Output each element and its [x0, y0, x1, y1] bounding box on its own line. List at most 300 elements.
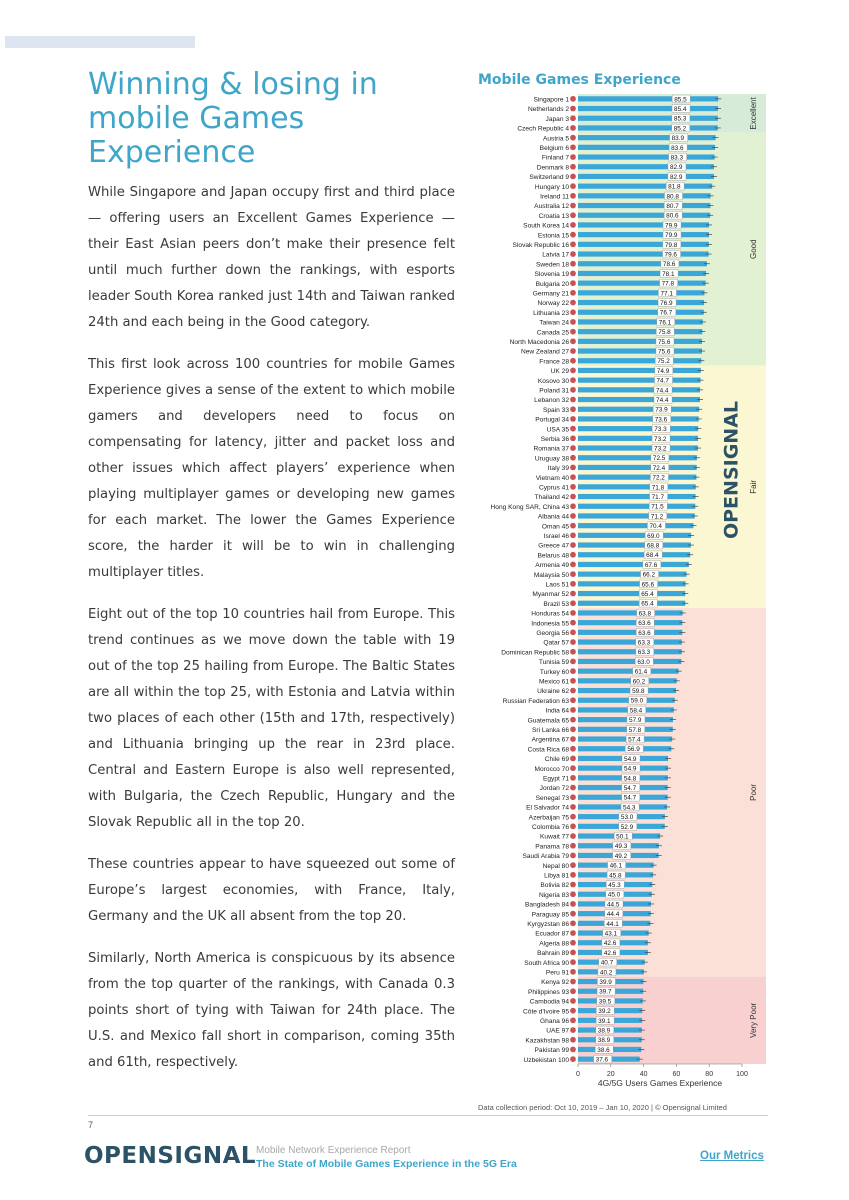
flag-icon — [570, 843, 576, 849]
country-label: New Zealand 27 — [520, 348, 569, 356]
flag-icon — [570, 445, 576, 451]
flag-icon — [570, 649, 576, 655]
value-label: 39.2 — [598, 1008, 611, 1016]
bar — [578, 552, 690, 560]
country-label: Malaysia 50 — [533, 571, 569, 579]
country-label: Libya 81 — [544, 872, 569, 880]
value-label: 73.3 — [654, 426, 667, 434]
country-label: Guatemala 65 — [527, 717, 569, 725]
value-label: 54.9 — [624, 755, 637, 763]
value-label: 38.9 — [597, 1027, 611, 1035]
value-label: 59.8 — [632, 687, 645, 695]
flag-icon — [570, 581, 576, 587]
flag-icon — [570, 319, 576, 325]
flag-icon — [570, 901, 576, 907]
bar — [578, 164, 714, 172]
value-label: 40.7 — [600, 959, 614, 967]
value-label: 54.9 — [624, 765, 637, 773]
flag-icon — [570, 959, 576, 965]
flag-icon — [570, 455, 576, 461]
flag-icon — [570, 493, 576, 499]
flag-icon — [570, 794, 576, 800]
country-label: Ecuador 87 — [535, 930, 569, 938]
country-label: Senegal 73 — [535, 794, 569, 802]
value-label: 39.5 — [598, 998, 612, 1006]
flag-icon — [570, 862, 576, 868]
page-title: Winning & losing in mobile Games Experience — [88, 67, 378, 170]
header-accent-bar — [5, 36, 195, 48]
bar — [578, 368, 701, 373]
bar — [578, 465, 697, 470]
value-label: 85.4 — [674, 105, 687, 113]
country-label: Ukraine 62 — [537, 688, 569, 696]
country-label: Portugal 34 — [535, 416, 569, 424]
bar — [578, 300, 704, 305]
flag-icon — [570, 600, 576, 606]
country-label: Hong Kong SAR, China 43 — [490, 503, 569, 511]
bar — [578, 504, 695, 509]
value-label: 38.9 — [597, 1037, 611, 1045]
country-label: France 28 — [539, 358, 569, 366]
country-label: Philippines 93 — [527, 988, 569, 996]
flag-icon — [570, 814, 576, 820]
bar — [578, 397, 700, 402]
flag-icon — [570, 804, 576, 810]
value-label: 72.2 — [652, 474, 665, 482]
flag-icon — [570, 299, 576, 305]
country-label: Ghana 96 — [540, 1017, 569, 1025]
country-label: Taiwan 24 — [539, 319, 569, 327]
bar — [578, 746, 671, 754]
value-label: 58.4 — [629, 707, 643, 715]
flag-icon — [570, 212, 576, 218]
country-label: Uruguay 38 — [534, 455, 569, 463]
value-label: 39.7 — [599, 988, 612, 996]
country-label: Algeria 88 — [539, 940, 569, 948]
country-label: Costa Rica 68 — [527, 746, 569, 754]
country-label: Hungary 10 — [534, 183, 569, 191]
flag-icon — [570, 590, 576, 596]
flag-icon — [570, 775, 576, 781]
value-label: 63.3 — [637, 649, 651, 657]
value-label: 63.3 — [637, 639, 651, 647]
flag-icon — [570, 183, 576, 189]
value-label: 45.0 — [607, 891, 621, 899]
bar — [578, 601, 685, 606]
country-label: Brazil 53 — [543, 600, 569, 608]
bar — [578, 242, 709, 247]
x-tick-label: 60 — [672, 1071, 681, 1078]
value-label: 63.0 — [637, 658, 650, 666]
value-label: 74.7 — [656, 377, 669, 385]
country-label: Honduras 54 — [531, 610, 569, 618]
flag-icon — [570, 891, 576, 897]
country-label: Serbia 36 — [540, 435, 569, 443]
value-label: 71.2 — [650, 513, 664, 521]
flag-icon — [570, 280, 576, 286]
flag-icon — [570, 1056, 576, 1062]
value-label: 42.6 — [603, 949, 617, 957]
country-label: Egypt 71 — [542, 775, 569, 783]
x-tick-label: 20 — [606, 1071, 615, 1078]
value-label: 71.5 — [651, 503, 664, 511]
flag-icon — [570, 270, 576, 276]
value-label: 85.5 — [674, 96, 687, 104]
value-label: 73.2 — [654, 445, 667, 453]
value-label: 81.8 — [668, 183, 681, 191]
bar — [578, 494, 696, 499]
value-label: 50.1 — [616, 833, 629, 841]
flag-icon — [570, 358, 576, 364]
country-label: Norway 22 — [537, 300, 569, 308]
flag-icon — [570, 949, 576, 955]
value-label: 70.4 — [649, 523, 662, 531]
flag-icon — [570, 377, 576, 383]
value-label: 42.6 — [603, 940, 617, 948]
opensignal-logo: OPENSIGNAL — [84, 1143, 257, 1169]
bar — [578, 523, 693, 531]
category-label: Good — [749, 239, 759, 259]
country-label: Uzbekistan 100 — [523, 1056, 569, 1064]
value-label: 76.9 — [660, 299, 673, 307]
flag-icon — [570, 135, 576, 141]
country-label: Belarus 48 — [537, 552, 569, 560]
country-label: Georgia 56 — [536, 629, 569, 637]
country-label: Colombia 76 — [531, 823, 569, 831]
country-label: Netherlands 2 — [527, 106, 569, 114]
bar — [578, 116, 718, 121]
value-label: 74.9 — [656, 367, 670, 375]
country-label: Tunisia 59 — [538, 659, 569, 667]
bar — [578, 610, 683, 618]
flag-icon — [570, 978, 576, 984]
bar — [578, 271, 706, 276]
flag-icon — [570, 387, 576, 393]
flag-icon — [570, 1008, 576, 1014]
bar — [578, 203, 710, 208]
value-label: 85.3 — [673, 115, 687, 123]
country-label: Germany 21 — [532, 290, 569, 298]
country-label: Peru 91 — [545, 969, 569, 977]
flag-icon — [570, 629, 576, 635]
country-label: Indonesia 55 — [531, 620, 569, 628]
chart-watermark: OPENSIGNAL — [720, 400, 743, 540]
country-label: Laos 51 — [545, 581, 569, 589]
value-label: 63.6 — [638, 629, 651, 637]
country-label: Oman 45 — [541, 523, 569, 531]
flag-icon — [570, 105, 576, 111]
value-label: 57.4 — [628, 736, 641, 744]
value-label: 63.6 — [638, 620, 651, 628]
flag-icon — [570, 736, 576, 742]
country-label: Myanmar 52 — [532, 591, 569, 599]
games-experience-chart — [470, 90, 770, 1100]
x-tick-label: 0 — [576, 1071, 580, 1078]
value-label: 80.7 — [666, 202, 679, 210]
value-label: 73.9 — [655, 406, 668, 414]
country-label: Nepal 80 — [542, 862, 569, 870]
flag-icon — [570, 503, 576, 509]
country-label: South Korea 14 — [523, 222, 569, 230]
flag-icon — [570, 726, 576, 732]
footer-subtitle: Mobile Network Experience Report — [256, 1145, 411, 1156]
bar — [578, 387, 700, 395]
bar — [578, 329, 702, 337]
country-label: Paraguay 85 — [531, 911, 569, 919]
country-label: Sweden 18 — [536, 261, 569, 269]
bar — [578, 339, 702, 344]
x-tick-label: 40 — [639, 1071, 648, 1078]
value-label: 72.4 — [652, 464, 666, 472]
country-label: Belgium 6 — [539, 144, 569, 152]
country-label: Estonia 15 — [537, 232, 569, 240]
bar — [578, 251, 709, 259]
flag-icon — [570, 1027, 576, 1033]
bar — [578, 378, 701, 383]
bar — [578, 455, 697, 463]
value-label: 59.0 — [630, 697, 644, 705]
value-label: 54.8 — [623, 775, 637, 783]
value-label: 39.1 — [598, 1017, 611, 1025]
category-label: Very Poor — [749, 1002, 759, 1038]
flag-icon — [570, 852, 576, 858]
bar — [578, 620, 682, 628]
flag-icon — [570, 911, 576, 917]
value-label: 39.9 — [599, 978, 612, 986]
flag-icon — [570, 193, 576, 199]
flag-icon — [570, 881, 576, 887]
country-label: UK 29 — [550, 368, 569, 376]
flag-icon — [570, 348, 576, 354]
bar — [578, 678, 677, 686]
flag-icon — [570, 658, 576, 664]
value-label: 60.2 — [632, 678, 646, 686]
bar — [578, 213, 710, 218]
value-label: 78.1 — [662, 270, 675, 278]
flag-icon — [570, 765, 576, 771]
flag-icon — [570, 1046, 576, 1052]
country-label: Latvia 17 — [542, 251, 569, 259]
country-label: Armenia 49 — [535, 562, 569, 570]
flag-icon — [570, 115, 576, 121]
value-label: 43.1 — [604, 930, 618, 938]
value-label: 40.2 — [599, 969, 613, 977]
value-label: 69.0 — [647, 532, 660, 540]
country-label: Canada 25 — [536, 329, 569, 337]
value-label: 65.6 — [641, 581, 655, 589]
country-label: Côte d'Ivoire 95 — [523, 1008, 569, 1016]
bar — [578, 145, 715, 150]
country-label: Bolivia 82 — [540, 882, 569, 890]
paragraph-3: Eight out of the top 10 countries hail from Europe. This trend continues as we move down the table with 19 out of the top 25 hailing from Europe. The Baltic States are all within the top 25, with Estonia and Latvia within two places of each other (15th and 17th, respectively) and Lithuania bringing up the rear in 23rd place. Central and Eastern Europe is also well represented, with Bulgaria, the Czech Republic, Hungary and the Slovak Republic all in the top 20. — [88, 607, 455, 830]
flag-icon — [570, 416, 576, 422]
bar — [578, 426, 698, 434]
flag-icon — [570, 542, 576, 548]
flag-icon — [570, 144, 576, 150]
flag-icon — [570, 523, 576, 529]
value-label: 82.9 — [669, 164, 683, 172]
value-label: 73.2 — [654, 435, 667, 443]
bar — [578, 475, 696, 480]
value-label: 74.4 — [656, 387, 669, 395]
flag-icon — [570, 164, 576, 170]
value-label: 66.2 — [642, 571, 656, 579]
x-tick-label: 80 — [705, 1071, 714, 1078]
flag-icon — [570, 484, 576, 490]
country-label: Russian Federation 63 — [502, 697, 569, 705]
footer-divider — [88, 1115, 768, 1116]
value-label: 53.0 — [620, 814, 634, 822]
country-label: Saudi Arabia 79 — [522, 853, 569, 861]
flag-icon — [570, 202, 576, 208]
flag-icon — [570, 610, 576, 616]
country-label: Jordan 72 — [539, 785, 569, 793]
country-label: Bangladesh 84 — [525, 901, 569, 909]
flag-icon — [570, 620, 576, 626]
bar — [578, 106, 718, 111]
value-label: 73.6 — [654, 416, 668, 424]
bar — [578, 698, 675, 703]
bar — [578, 348, 702, 356]
value-label: 71.8 — [651, 484, 665, 492]
flag-icon — [570, 251, 576, 257]
bar — [578, 572, 687, 577]
flag-icon — [570, 125, 576, 131]
country-label: Kosovo 30 — [537, 377, 569, 385]
flag-icon — [570, 755, 576, 761]
value-label: 54.7 — [623, 784, 637, 792]
country-label: Croatia 13 — [538, 212, 569, 220]
country-label: Lithuania 23 — [533, 309, 569, 317]
flag-icon — [570, 261, 576, 267]
flag-icon — [570, 154, 576, 160]
bar — [578, 533, 691, 538]
country-label: Mexico 61 — [538, 678, 569, 686]
country-label: Turkey 60 — [539, 668, 569, 676]
country-label: Cyprus 41 — [538, 484, 569, 492]
country-label: South Africa 90 — [524, 959, 569, 967]
flag-icon — [570, 513, 576, 519]
flag-icon — [570, 96, 576, 102]
country-label: Albania 44 — [537, 513, 569, 521]
flag-icon — [570, 697, 576, 703]
bar — [578, 513, 695, 521]
flag-icon — [570, 872, 576, 878]
value-label: 72.5 — [652, 455, 666, 463]
country-label: Japan 3 — [545, 115, 569, 123]
our-metrics-link[interactable]: Our Metrics — [700, 1150, 764, 1162]
value-label: 67.6 — [644, 561, 658, 569]
value-label: 79.8 — [664, 241, 678, 249]
flag-icon — [570, 639, 576, 645]
flag-icon — [570, 668, 576, 674]
article-body — [88, 180, 455, 1092]
country-label: Australia 12 — [534, 203, 569, 211]
bar — [578, 659, 681, 664]
bar — [578, 96, 718, 104]
value-label: 65.4 — [641, 600, 654, 608]
value-label: 56.9 — [627, 746, 640, 754]
bar — [578, 436, 698, 441]
flag-icon — [570, 396, 576, 402]
value-label: 77.8 — [661, 280, 675, 288]
country-label: North Macedonia 26 — [509, 338, 569, 346]
country-label: Slovak Republic 16 — [512, 241, 569, 249]
country-label: Chile 69 — [544, 756, 569, 764]
bar — [578, 184, 712, 189]
value-label: 46.1 — [609, 862, 623, 870]
bar — [578, 261, 707, 269]
value-label: 49.2 — [614, 852, 628, 860]
flag-icon — [570, 329, 576, 335]
country-label: Singapore 1 — [533, 96, 569, 104]
bar — [578, 639, 682, 647]
flag-icon — [570, 920, 576, 926]
flag-icon — [570, 687, 576, 693]
bar — [578, 669, 679, 674]
bar — [578, 290, 704, 298]
country-label: Cambodia 94 — [529, 998, 569, 1006]
bar — [578, 649, 682, 657]
country-label: UAE 97 — [546, 1027, 569, 1035]
bar — [578, 232, 709, 240]
bar — [578, 319, 703, 327]
country-label: USA 35 — [546, 426, 569, 434]
flag-icon — [570, 222, 576, 228]
flag-icon — [570, 833, 576, 839]
flag-icon — [570, 988, 576, 994]
country-label: Kazakhstan 98 — [525, 1037, 569, 1045]
flag-icon — [570, 717, 576, 723]
value-label: 75.8 — [658, 329, 671, 337]
bar — [578, 484, 696, 492]
country-label: Italy 39 — [547, 465, 569, 473]
bar — [578, 707, 674, 715]
value-label: 45.3 — [608, 881, 621, 889]
page-number: 7 — [88, 1120, 94, 1130]
bar — [578, 310, 704, 315]
value-label: 79.6 — [664, 251, 677, 259]
value-label: 54.7 — [623, 794, 637, 802]
country-label: Panama 78 — [535, 843, 569, 851]
country-label: Ireland 11 — [540, 193, 569, 201]
flag-icon — [570, 969, 576, 975]
flag-icon — [570, 406, 576, 412]
flag-icon — [570, 474, 576, 480]
flag-icon — [570, 552, 576, 558]
value-label: 76.1 — [658, 319, 672, 327]
value-label: 83.6 — [671, 144, 684, 152]
value-label: 75.6 — [657, 338, 671, 346]
country-label: Argentina 67 — [531, 736, 569, 744]
flag-icon — [570, 707, 576, 713]
country-label: Spain 33 — [542, 406, 569, 414]
country-label: Vietnam 40 — [535, 474, 569, 482]
flag-icon — [570, 435, 576, 441]
country-label: El Salvador 74 — [526, 804, 569, 812]
country-label: Kyrgyzstan 86 — [527, 920, 569, 928]
flag-icon — [570, 532, 576, 538]
bar — [578, 630, 682, 635]
bar — [578, 416, 699, 424]
bar — [578, 736, 672, 744]
value-label: 71.7 — [651, 493, 665, 501]
value-label: 45.8 — [609, 872, 622, 880]
country-label: Romania 37 — [533, 445, 569, 453]
country-label: Poland 31 — [539, 387, 569, 395]
paragraph-4: These countries appear to have squeezed out some of Europe’s largest economies, with France, Italy, Germany and the UK all absent from the top 20. — [88, 857, 455, 924]
bar — [578, 222, 709, 230]
